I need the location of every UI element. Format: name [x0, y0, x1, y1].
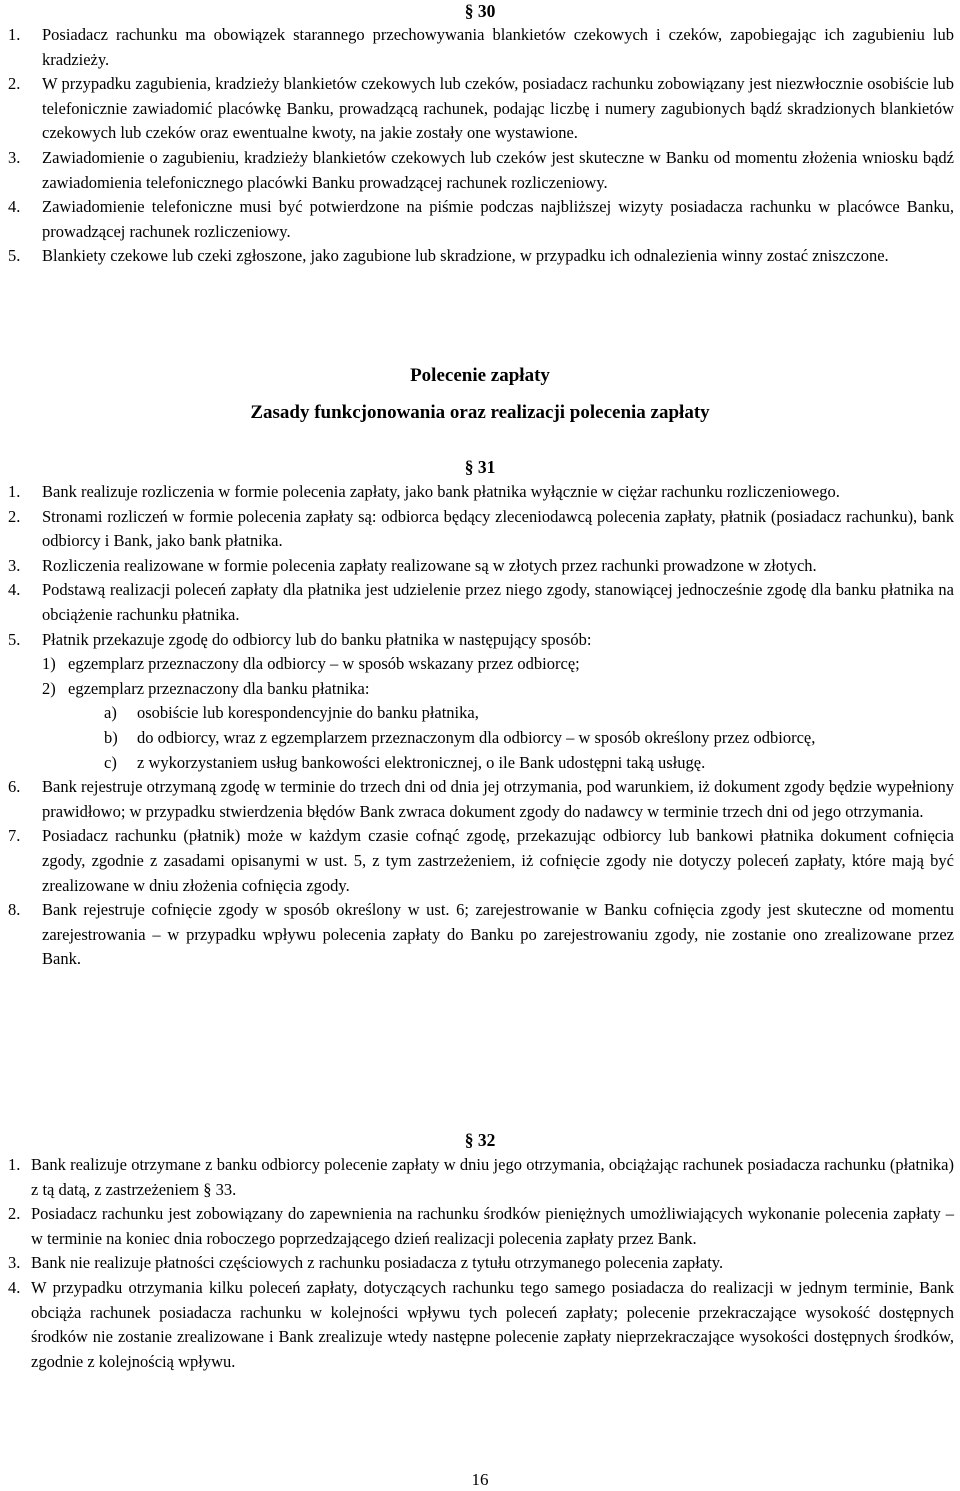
list-item — [8, 1202, 954, 1251]
item-number: c) — [104, 752, 117, 772]
item-text: egzemplarz przeznaczony dla banku płatnika: — [68, 678, 370, 698]
item-number: 6. — [8, 777, 21, 797]
list-item — [8, 146, 954, 195]
item-text: Stronami rozliczeń w formie polecenia zapłaty są: odbiorca będący zleceniodawcą polecenia zapłaty, płatnik (posiadacz rachunku), bank odbiorcy i Bank, jako bank płatnika. — [42, 506, 954, 551]
s32-items — [8, 1153, 954, 1374]
list-item — [8, 72, 954, 146]
item-number: 3. — [8, 555, 21, 575]
item-number: 1) — [42, 654, 56, 674]
item-number: 2) — [42, 678, 56, 698]
item-text: Posiadacz rachunku jest zobowiązany do zapewnienia na rachunku środków pieniężnych umożliwiających wykonanie polecenia zapłaty – w terminie na koniec dnia roboczego poprzedzającego dzień realizacji polecenia zapłaty przez Bank. — [31, 1204, 954, 1248]
item-text: W przypadku zagubienia, kradzieży blankietów czekowych lub czeków, posiadacz rachunku zobowiązany jest niezwłocznie osobiście lub telefonicznie zawiadomić placówkę Banku, prowadzącą rachunek, podając liczbę i numery zagubionych bądź skradzionych blankietów czekowych lub czeków oraz ewentualne kwoty, na jakie zostały one wystawione. — [42, 74, 954, 143]
item-number: b) — [104, 727, 118, 747]
s31-items — [8, 480, 954, 972]
item-number: 2. — [8, 506, 21, 526]
item-number: 2. — [8, 74, 21, 94]
item-text: Bank nie realizuje płatności częściowych z rachunku posiadacza z tytułu otrzymanego polecenia zapłaty. — [31, 1253, 724, 1273]
item-number: 5. — [8, 246, 21, 266]
item-number: 3. — [8, 147, 21, 167]
list-item — [8, 898, 954, 972]
item-number: 8. — [8, 900, 21, 920]
page-number: 16 — [471, 1470, 489, 1489]
item-text: Posiadacz rachunku (płatnik) może w każdym czasie cofnąć zgodę, przekazując odbiorcy lub bankowi płatnika dokument cofnięcia zgody, zgodnie z zasadami opisanymi w ust. 5, z tym zastrzeżeniem, iż cofnięcie zgody nie dotyczy poleceń zapłaty, które mają być zrealizowane w dniu złożenia cofnięcia zgody. — [42, 826, 954, 895]
subsub-list — [68, 701, 954, 775]
item-number: 1. — [8, 25, 21, 44]
sub-item — [42, 677, 954, 775]
subsub-item — [104, 701, 954, 726]
item-text: Bank rejestruje cofnięcie zgody w sposób określony w ust. 6; zarejestrowanie w Banku cofnięcia zgody jest skuteczne od momentu zarejestrowania – w przypadku wpływu polecenia zapłaty do Banku po zarejestrowaniu zgody, nie zostanie ono zrealizowane przez Bank. — [42, 900, 954, 969]
s30-items — [8, 23, 954, 269]
item-number: 7. — [8, 826, 21, 846]
section-31-title: § 31 — [464, 457, 496, 477]
item-number: a) — [104, 703, 117, 723]
item-number: 4. — [8, 197, 21, 217]
item-text: z wykorzystaniem usług bankowości elektronicznej, o ile Bank udostępni taką usługę. — [137, 752, 706, 772]
heading-zasady: Zasady funkcjonowania oraz realizacji polecenia zapłaty — [250, 402, 710, 423]
section-32-title: § 32 — [464, 1130, 496, 1150]
section-30-list — [8, 23, 954, 269]
item-text: Blankiety czekowe lub czeki zgłoszone, jako zagubione lub skradzione, w przypadku ich odnalezienia winny zostać zniszczone. — [42, 246, 889, 266]
heading-polecenie-zaplaty: Polecenie zapłaty — [410, 365, 550, 386]
item-text: Bank realizuje otrzymane z banku odbiorcy polecenie zapłaty w dniu jego otrzymania, obciążając rachunek posiadacza rachunku (płatnika) z tą datą, z zastrzeżeniem § 33. — [31, 1155, 954, 1199]
list-item — [8, 505, 954, 554]
subsub-item — [104, 751, 954, 776]
item-text: Zawiadomienie o zagubieniu, kradzieży blankietów czekowych lub czeków jest skuteczne w Banku od momentu złożenia wniosku bądź zawiadomienia telefonicznego placówki Banku prowadzącej rachunek rozliczeniowy. — [42, 147, 954, 192]
list-item — [8, 775, 954, 824]
item-number: 4. — [8, 580, 21, 600]
list-item — [8, 824, 954, 898]
list-item — [8, 554, 954, 579]
item-number: 3. — [8, 1253, 21, 1273]
list-item — [8, 23, 954, 72]
item-number: 1. — [8, 1155, 21, 1174]
subsub-item — [104, 726, 954, 751]
item-number: 5. — [8, 629, 21, 649]
item-text: Bank rejestruje otrzymaną zgodę w terminie do trzech dni od dnia jej otrzymania, pod warunkiem, iż dokument zgody będzie wypełniony prawidłowo; w przypadku stwierdzenia błędów Bank zwraca dokument zgody do nadawcy w terminie trzech dni od jego otrzymania. — [42, 777, 954, 821]
list-item — [8, 578, 954, 627]
section-31-list — [8, 480, 954, 972]
list-item — [8, 1276, 954, 1374]
list-item — [8, 1251, 954, 1276]
sub-list — [42, 652, 954, 775]
item-text: osobiście lub korespondencyjnie do banku płatnika, — [137, 703, 479, 723]
item-text: Bank realizuje rozliczenia w formie polecenia zapłaty, jako bank płatnika wyłącznie w ciężar rachunku rozliczeniowego. — [42, 482, 840, 501]
item-number: 4. — [8, 1277, 21, 1297]
item-text: egzemplarz przeznaczony dla odbiorcy – w sposób wskazany przez odbiorcę; — [68, 654, 580, 674]
item-text: Płatnik przekazuje zgodę do odbiorcy lub do banku płatnika w następujący sposób: — [42, 629, 592, 649]
item-text: W przypadku otrzymania kilku poleceń zapłaty, dotyczących rachunku tego samego posiadacza do realizacji w jednym terminie, Bank obciąża rachunek posiadacza rachunku w kolejności wpływu tych poleceń zapłaty; polecenie przekraczające wysokość dostępnych środków nie zostanie zrealizowane i Bank zrealizuje wtedy następne polecenie zapłaty nieprzekraczające wysokości dostępnych środków, zgodnie z kolejnością wpływu. — [31, 1277, 954, 1371]
section-32-list — [8, 1153, 954, 1374]
list-item — [8, 480, 954, 505]
item-number: 2. — [8, 1204, 21, 1224]
section-30-title: § 30 — [464, 1, 496, 21]
list-item — [8, 628, 954, 776]
item-text: do odbiorcy, wraz z egzemplarzem przeznaczonym dla odbiorcy – w sposób określony przez odbiorcę, — [137, 727, 816, 747]
item-number: 1. — [8, 482, 21, 501]
item-text: Zawiadomienie telefoniczne musi być potwierdzone na piśmie podczas najbliższej wizyty posiadacza rachunku w placówce Banku, prowadzącej rachunek rozliczeniowy. — [42, 197, 954, 241]
item-text: Rozliczenia realizowane w formie polecenia zapłaty realizowane są w złotych przez rachunki prowadzone w złotych. — [42, 555, 817, 575]
list-item — [8, 195, 954, 244]
list-item — [8, 244, 954, 269]
sub-item — [42, 652, 954, 677]
item-text: Posiadacz rachunku ma obowiązek starannego przechowywania blankietów czekowych i czeków, zapobiegając ich zagubieniu lub kradzieży. — [42, 25, 954, 69]
item-text: Podstawą realizacji poleceń zapłaty dla płatnika jest udzielenie przez niego zgody, stanowiącej jednocześnie zgodę dla banku płatnika na obciążenie rachunku płatnika. — [42, 580, 954, 624]
list-item — [8, 1153, 954, 1202]
